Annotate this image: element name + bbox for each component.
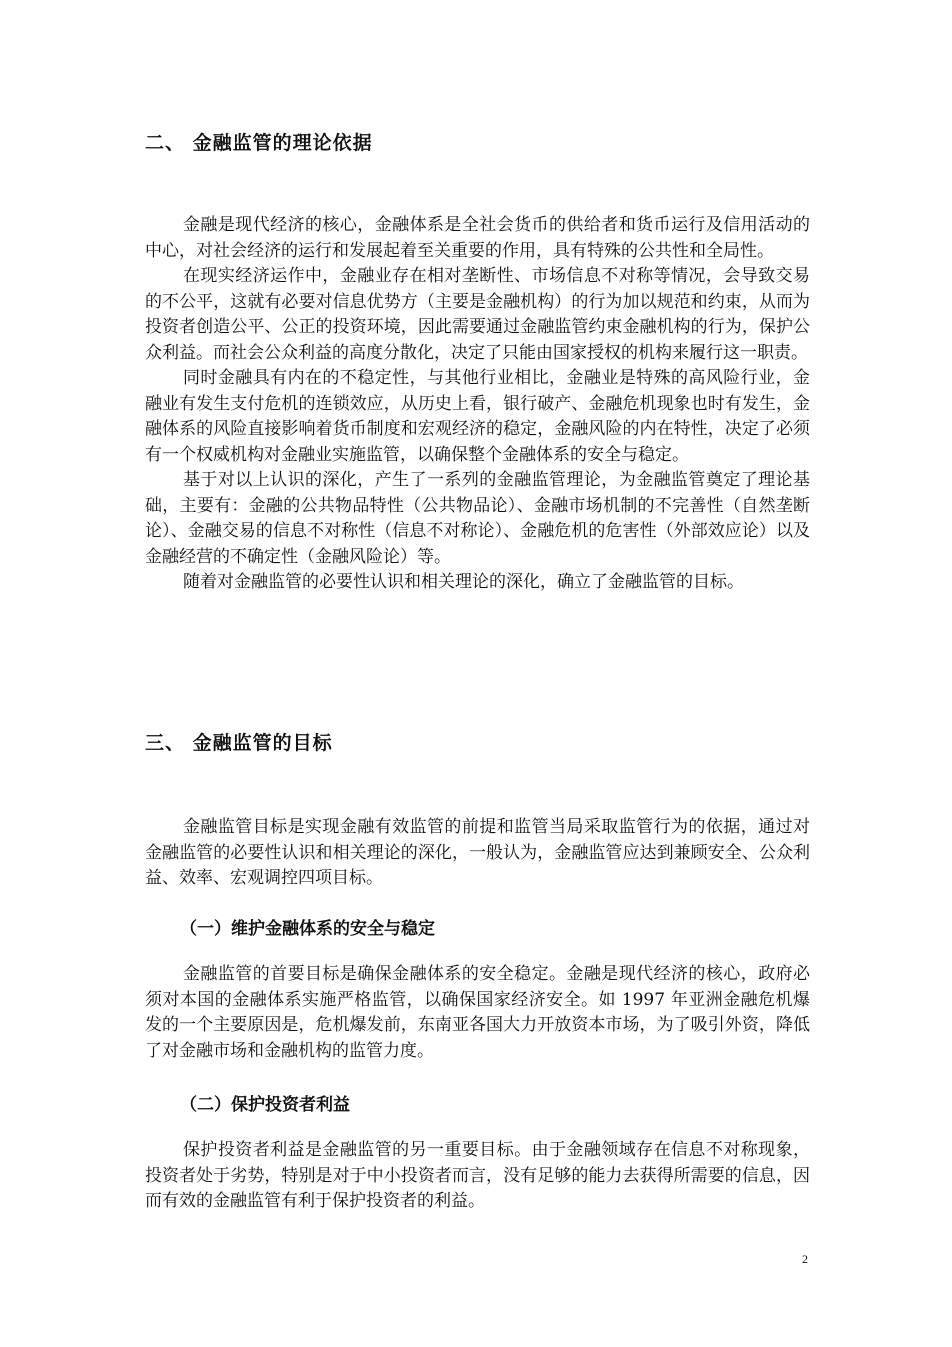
subsection-2-text: 保护投资者利益是金融监管的另一重要目标。由于金融领域存在信息不对称现象，投资者处于劣势，特别是对于中小投资者而言，没有足够的能力去获得所需要的信息，因而有效的金融监管有利于保护投资者的利益。	[145, 1140, 810, 1211]
section-2-body	[145, 213, 810, 596]
section-2-heading: 二、 金融监管的理论依据	[145, 132, 373, 154]
section-2-paragraph-4: 基于对以上认识的深化，产生了一系列的金融监管理论，为金融监管奠定了理论基础，主要有：金融的公共物品特性（公共物品论）、金融市场机制的不完善性（自然垄断论）、金融交易的信息不对称性（信息不对称论）、金融危机的危害性（外部效应论）以及金融经营的不确定性（金融风险论）等。	[145, 470, 810, 567]
page-number: 2	[802, 1252, 808, 1266]
section-3-intro: 金融监管目标是实现金融有效监管的前提和监管当局采取监管行为的依据，通过对金融监管的必要性认识和相关理论的深化，一般认为，金融监管应达到兼顾安全、公众利益、效率、宏观调控四项目标。	[145, 817, 810, 888]
subsection-2-heading: （二）保护投资者利益	[180, 1095, 350, 1115]
section-3-intro-block	[145, 815, 810, 892]
section-2-paragraph-3: 同时金融具有内在的不稳定性，与其他行业相比，金融业是特殊的高风险行业，金融业有发生支付危机的连锁效应，从历史上看，银行破产、金融危机现象也时有发生，金融体系的风险直接影响着货币制度和宏观经济的稳定，金融风险的内在特性，决定了必须有一个权威机构对金融业实施监管，以确保整个金融体系的安全与稳定。	[145, 368, 810, 465]
subsection-1-heading: （一）维护金融体系的安全与稳定	[180, 919, 435, 939]
subsection-2-block	[145, 1138, 810, 1215]
subsection-1-text: 金融监管的首要目标是确保金融体系的安全稳定。金融是现代经济的核心，政府必须对本国的金融体系实施严格监管，以确保国家经济安全。如 1997 年亚洲金融危机爆发的一个主要原因是，危机爆发前，东南亚各国大力开放资本市场，为了吸引外资，降低了对金融市场和金融机构的监管力度。	[145, 964, 810, 1061]
section-2-paragraph-5: 随着对金融监管的必要性认识和相关理论的深化，确立了金融监管的目标。	[183, 572, 744, 592]
subsection-1-block	[145, 962, 810, 1064]
section-3-heading: 三、 金融监管的目标	[145, 732, 333, 754]
section-2-paragraph-1: 金融是现代经济的核心，金融体系是全社会货币的供给者和货币运行及信用活动的中心，对社会经济的运行和发展起着至关重要的作用，具有特殊的公共性和全局性。	[145, 215, 810, 261]
section-2-paragraph-2: 在现实经济运作中，金融业存在相对垄断性、市场信息不对称等情况，会导致交易的不公平，这就有必要对信息优势方（主要是金融机构）的行为加以规范和约束，从而为投资者创造公平、公正的投资环境，因此需要通过金融监管约束金融机构的行为，保护公众利益。而社会公众利益的高度分散化，决定了只能由国家授权的机构来履行这一职责。	[145, 266, 810, 363]
